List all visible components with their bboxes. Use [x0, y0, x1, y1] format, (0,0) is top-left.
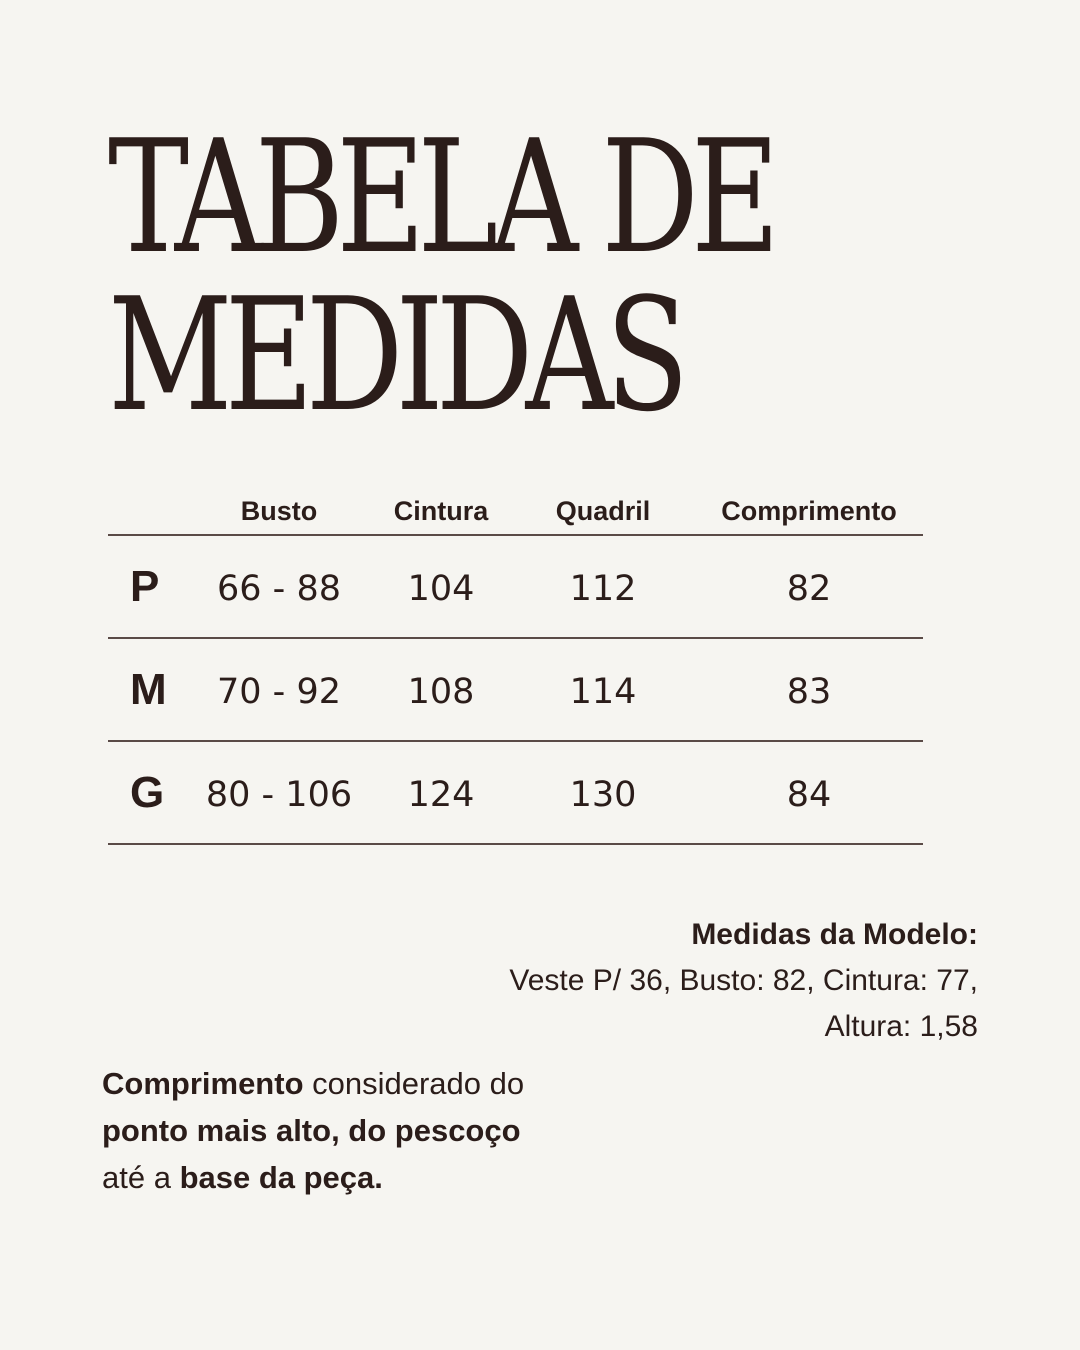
table-row [108, 639, 923, 742]
page-title [108, 106, 773, 446]
header-quadril: Quadril [555, 496, 651, 526]
size-label: G [130, 768, 165, 817]
header-cintura: Cintura [393, 496, 489, 526]
length-note-line-2 [102, 1107, 524, 1154]
comprimento-value: 82 [786, 569, 832, 609]
comprimento-value: 84 [786, 775, 832, 815]
comprimento-value: 83 [786, 672, 832, 712]
model-measurements-line-1: Veste P/ 36, Busto: 82, Cintura: 77, [509, 964, 978, 997]
length-note-line-1 [102, 1060, 524, 1107]
length-note-text: até a [102, 1160, 180, 1195]
model-measurements-line-2: Altura: 1,58 [824, 1010, 978, 1043]
size-table [108, 490, 923, 845]
size-label: P [130, 562, 160, 611]
quadril-value: 130 [569, 775, 637, 815]
busto-value: 70 - 92 [217, 672, 341, 712]
size-label: M [130, 665, 167, 714]
quadril-value: 112 [569, 569, 637, 609]
quadril-value: 114 [569, 672, 637, 712]
page-title-line-1: TABELA DE [108, 106, 773, 288]
header-busto: Busto [240, 496, 318, 526]
table-header-row [108, 490, 923, 536]
table-row [108, 742, 923, 845]
busto-value: 80 - 106 [205, 775, 353, 815]
length-note [102, 1060, 524, 1201]
busto-value: 66 - 88 [217, 569, 341, 609]
page-title-line-2: MEDIDAS [108, 264, 682, 446]
cintura-value: 104 [407, 569, 475, 609]
length-note-emphasis: Comprimento [102, 1066, 304, 1101]
header-comprimento: Comprimento [721, 496, 897, 526]
table-row [108, 536, 923, 639]
length-note-line-3 [102, 1154, 524, 1201]
model-measurements-title: Medidas da Modelo: [691, 918, 978, 951]
model-measurements [509, 912, 978, 1050]
cintura-value: 124 [407, 775, 475, 815]
cintura-value: 108 [407, 672, 475, 712]
length-note-emphasis: base da peça. [179, 1160, 383, 1195]
length-note-text: considerado do [303, 1066, 525, 1101]
length-note-emphasis: ponto mais alto, do pescoço [102, 1113, 521, 1148]
